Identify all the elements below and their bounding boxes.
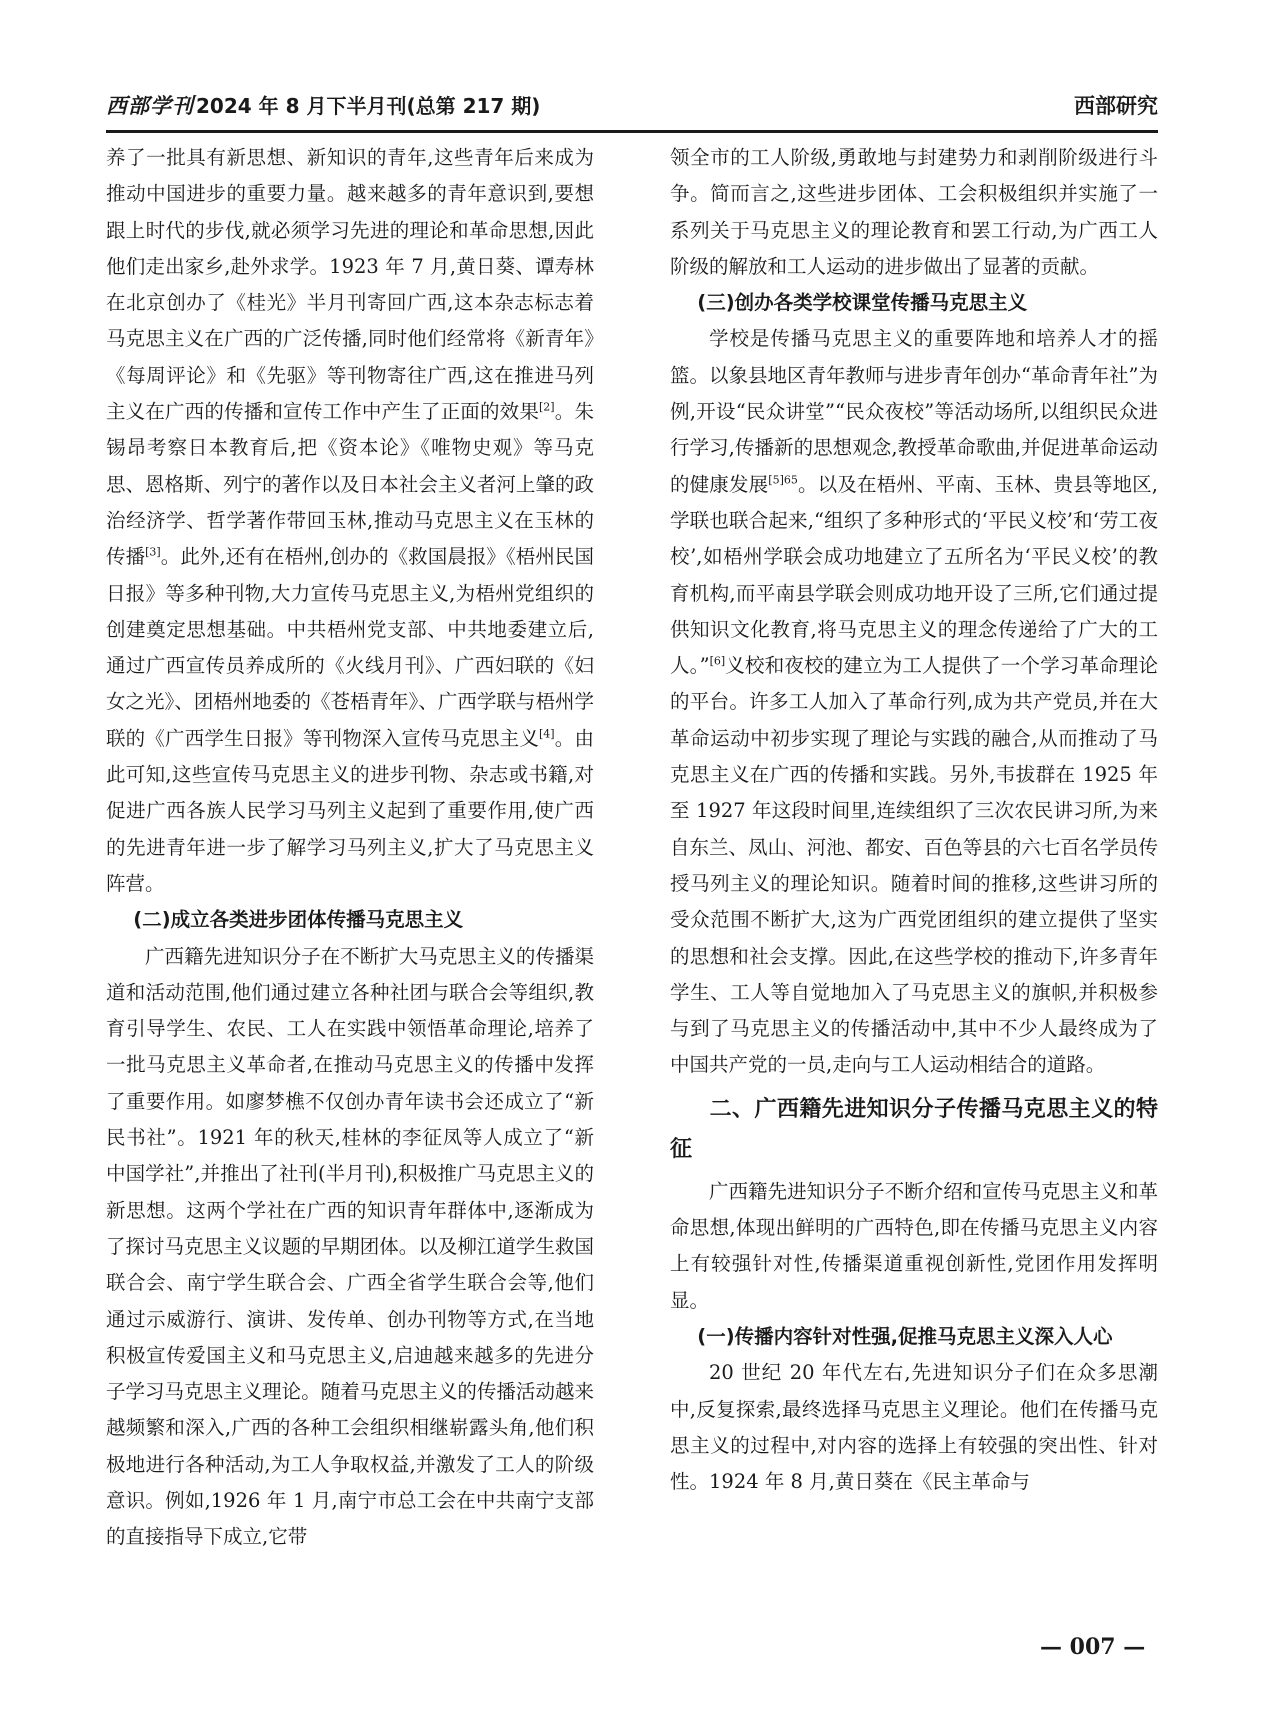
citation: [4] (539, 727, 555, 741)
journal-logo: 西部学刊 (106, 93, 194, 118)
citation: [3] (145, 545, 161, 559)
header-journal-info (106, 90, 540, 120)
body-paragraph: 20 世纪 20 年代左右,先进知识分子们在众多思潮中,反复探索,最终选择马克思主义理论。他们在传播马克思主义的过程中,对内容的选择上有较强的突出性、针对性。1924 年 8 月,黄日葵在《民主革命与 (670, 1361, 1158, 1494)
body-paragraph: 养了一批具有新思想、新知识的青年,这些青年后来成为推动中国进步的重要力量。越来越多的青年意识到,要想跟上时代的步伐,就必须学习先进的理论和革命思想,因此他们走出家乡,赴外求学。1923 年 7 月,黄日葵、谭寿林在北京创办了《桂光》半月刊寄回广西,这本杂志标志着马克思主义在广西的广泛传播,同时他们经常将《新青年》《每周评论》和《先驱》等刊物寄往广西,这在推进马列主义在广西的传播和宣传工作中产生了正面的效果[2]。朱锡昂考察日本教育后,把《资本论》《唯物史观》等马克思、恩格斯、列宁的著作以及日本社会主义者河上肇的政治经济学、哲学著作带回玉林,推动马克思主义在玉林的传播[3]。此外,还有在梧州,创办的《救国晨报》《梧州民国日报》等多种刊物,大力宣传马克思主义,为梧州党组织的创建奠定思想基础。中共梧州党支部、中共地委建立后,通过广西宣传员养成所的《火线月刊》、广西妇联的《妇女之光》、团梧州地委的《苍梧青年》、广西学联与梧州学联的《广西学生日报》等刊物深入宣传马克思主义[4]。由此可知,这些宣传马克思主义的进步刊物、杂志或书籍,对促进广西各族人民学习马列主义起到了重要作用,使广西的先进青年进一步了解学习马列主义,扩大了马克思主义阵营。 (106, 146, 594, 895)
running-header (106, 78, 1158, 133)
left-column (106, 140, 594, 1556)
page-number: — 007 — (1040, 1634, 1146, 1660)
citation: [2] (539, 400, 555, 414)
section-heading: 二、广西籍先进知识分子传播马克思主义的特征 (670, 1096, 1158, 1162)
section-label: 西部研究 (1074, 94, 1158, 118)
body-paragraph: 广西籍先进知识分子在不断扩大马克思主义的传播渠道和活动范围,他们通过建立各种社团与联合会等组织,教育引导学生、农民、工人在实践中领悟革命理论,培养了一批马克思主义革命者,在推动马克思主义的传播中发挥了重要作用。如廖梦樵不仅创办青年读书会还成立了“新民书社”。1921 年的秋天,桂林的李征凤等人成立了“新中国学社”,并推出了社刊(半月刊),积极推广马克思主义的新思想。这两个学社在广西的知识青年群体中,逐渐成为了探讨马克思主义议题的早期团体。以及柳江道学生救国联合会、南宁学生联合会、广西全省学生联合会等,他们通过示威游行、演讲、发传单、创办刊物等方式,在当地积极宣传爱国主义和马克思主义,启迪越来越多的先进分子学习马克思主义理论。随着马克思主义的传播活动越来越频繁和深入,广西的各种工会组织相继崭露头角,他们积极地进行各种活动,为工人争取权益,并激发了工人的阶级意识。例如,1926 年 1 月,南宁市总工会在中共南宁支部的直接指导下成立,它带 (106, 944, 594, 1549)
right-column (670, 140, 1158, 1500)
subsection-heading: (三)创办各类学校课堂传播马克思主义 (697, 291, 1028, 315)
subsection-heading: (一)传播内容针对性强,促推马克思主义深入人心 (697, 1324, 1113, 1348)
body-paragraph: 领全市的工人阶级,勇敢地与封建势力和剥削阶级进行斗争。简而言之,这些进步团体、工会积极组织并实施了一系列关于马克思主义的理论教育和罢工行动,为广西工人阶级的解放和工人运动的进步做出了显著的贡献。 (670, 146, 1158, 278)
issue-label: 2024 年 8 月下半月刊(总第 217 期) (196, 94, 541, 118)
citation: [5]65 (768, 473, 798, 487)
citation: [6] (709, 654, 726, 668)
body-paragraph: 广西籍先进知识分子不断介绍和宣传马克思主义和革命思想,体现出鲜明的广西特色,即在传播马克思主义内容上有较强针对性,传播渠道重视创新性,党团作用发挥明显。 (670, 1179, 1158, 1312)
body-paragraph: 学校是传播马克思主义的重要阵地和培养人才的摇篮。以象县地区青年教师与进步青年创办“革命青年社”为例,开设“民众讲堂”“民众夜校”等活动场所,以组织民众进行学习,传播新的思想观念,教授革命歌曲,并促进革命运动的健康发展$^{[5]65}$。以及在梧州、平南、玉林、贵县等地区,学联也联合起来,“组织了多种形式的‘平民义校’和‘劳工夜校’,如梧州学联会成功地建立了五所名为‘平民义校’的教育机构,而平南县学联会则成功地开设了三所,它们通过提供知识文化教育,将马克思主义的理念传递给了广大的工人。”[6]义校和夜校的建立为工人提供了一个学习革命理论的平台。许多工人加入了革命行列,成为共产党员,并在大革命运动中初步实现了理论与实践的融合,从而推动了马克思主义在广西的传播和实践。另外,韦拔群在 1925 年至 1927 年这段时间里,连续组织了三次农民讲习所,为来自东兰、凤山、河池、都安、百色等县的六七百名学员传授马列主义的理论知识。随着时间的推移,这些讲习所的受众范围不断扩大,这为广西党团组织的建立提供了坚实的思想和社会支撑。因此,在这些学校的推动下,许多青年学生、工人等自觉地加入了马克思主义的旗帜,并积极参与到了马克思主义的传播活动中,其中不少人最终成为了中国共产党的一员,走向与工人运动相结合的道路。 (670, 327, 1158, 1077)
subsection-heading: (二)成立各类进步团体传播马克思主义 (133, 908, 464, 932)
